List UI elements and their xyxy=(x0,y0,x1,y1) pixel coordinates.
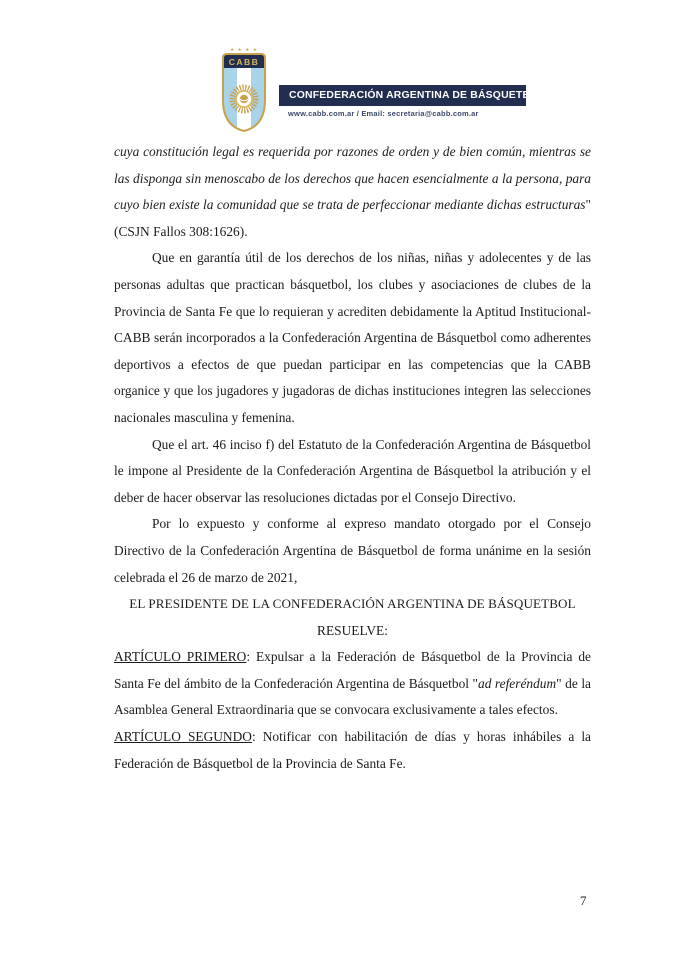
article-segundo-text: : Notificar con habilitación de días y horas inhábiles a la Federación de Básquetbol de la Provincia de Santa Fe. xyxy=(114,729,592,771)
article-primero-text-end: " de la Asamblea General Extraordinaria que se convocara exclusivamente a tales efectos. xyxy=(114,675,591,718)
article-primero xyxy=(114,644,591,724)
resolve-heading: RESUELVE: xyxy=(317,622,388,638)
article-primero-label: ARTÍCULO PRIMERO xyxy=(114,649,247,665)
quote-italic-text: cuya constitución legal es requerida por razones de orden y de bien común, mientras se las disponga sin menoscabo de los derechos que hacen esencialmente a la persona, para cuyo bien existe la comunidad que se trata de perfeccionar mediante dichas estructuras xyxy=(114,144,591,213)
article-segundo-label: ARTÍCULO SEGUNDO xyxy=(114,729,252,745)
article-primero-italic: ad referéndum xyxy=(478,675,557,691)
cabb-shield-icon xyxy=(221,44,267,134)
page-number: 7 xyxy=(580,893,587,908)
quote-citation: " (CSJN Fallos 308:1626). xyxy=(114,197,591,239)
banner-contact: www.cabb.com.ar / Email: secretaria@cabb.com.ar xyxy=(288,109,479,118)
president-heading: EL PRESIDENTE DE LA CONFEDERACIÓN ARGENTINA DE BÁSQUETBOL xyxy=(129,596,576,612)
paragraph-mandato: Por lo expuesto y conforme al expreso mandato otorgado por el Consejo Directivo de la Confederación Argentina de Básquetbol de forma unánime en la sesión celebrada el 26 de marzo de 2021, xyxy=(114,516,591,585)
paragraph-garantia: Que en garantía útil de los derechos de los niñas, niñas y adolecentes y de las personas adultas que practican básquetbol, los clubes y asociaciones de clubes de la Provincia de Santa Fe que lo requieran y acrediten debidamente la Aptitud Institucional-CABB serán incorporados a la Confederación Argentina de Básquetbol como adherentes deportivos a efectos de que puedan participar en las competencias que la CABB organice y que los jugadores y jugadoras de dichas instituciones integren las selecciones nacionales masculina y femenina. xyxy=(114,250,591,425)
banner-title: CONFEDERACIÓN ARGENTINA DE BÁSQUETBOL xyxy=(289,90,546,101)
article-primero-text: : Expulsar a la Federación de Básquetbol de la Provincia de Santa Fe del ámbito de la Confederación Argentina de Básquetbol " xyxy=(114,649,591,691)
quote-paragraph xyxy=(114,139,591,245)
paragraph-estatuto: Que el art. 46 inciso f) del Estatuto de la Confederación Argentina de Básquetbol le impone al Presidente de la Confederación Argentina de Básquetbol la atribución y el deber de hacer observar las resoluciones dictadas por el Consejo Directivo. xyxy=(114,436,591,505)
logo-stars: ★ ★ ★ ★ xyxy=(230,48,258,53)
header-banner xyxy=(279,85,546,106)
logo-acronym: CABB xyxy=(228,57,260,67)
document-body xyxy=(114,139,591,777)
cabb-logo xyxy=(221,44,267,134)
article-segundo xyxy=(114,724,591,777)
